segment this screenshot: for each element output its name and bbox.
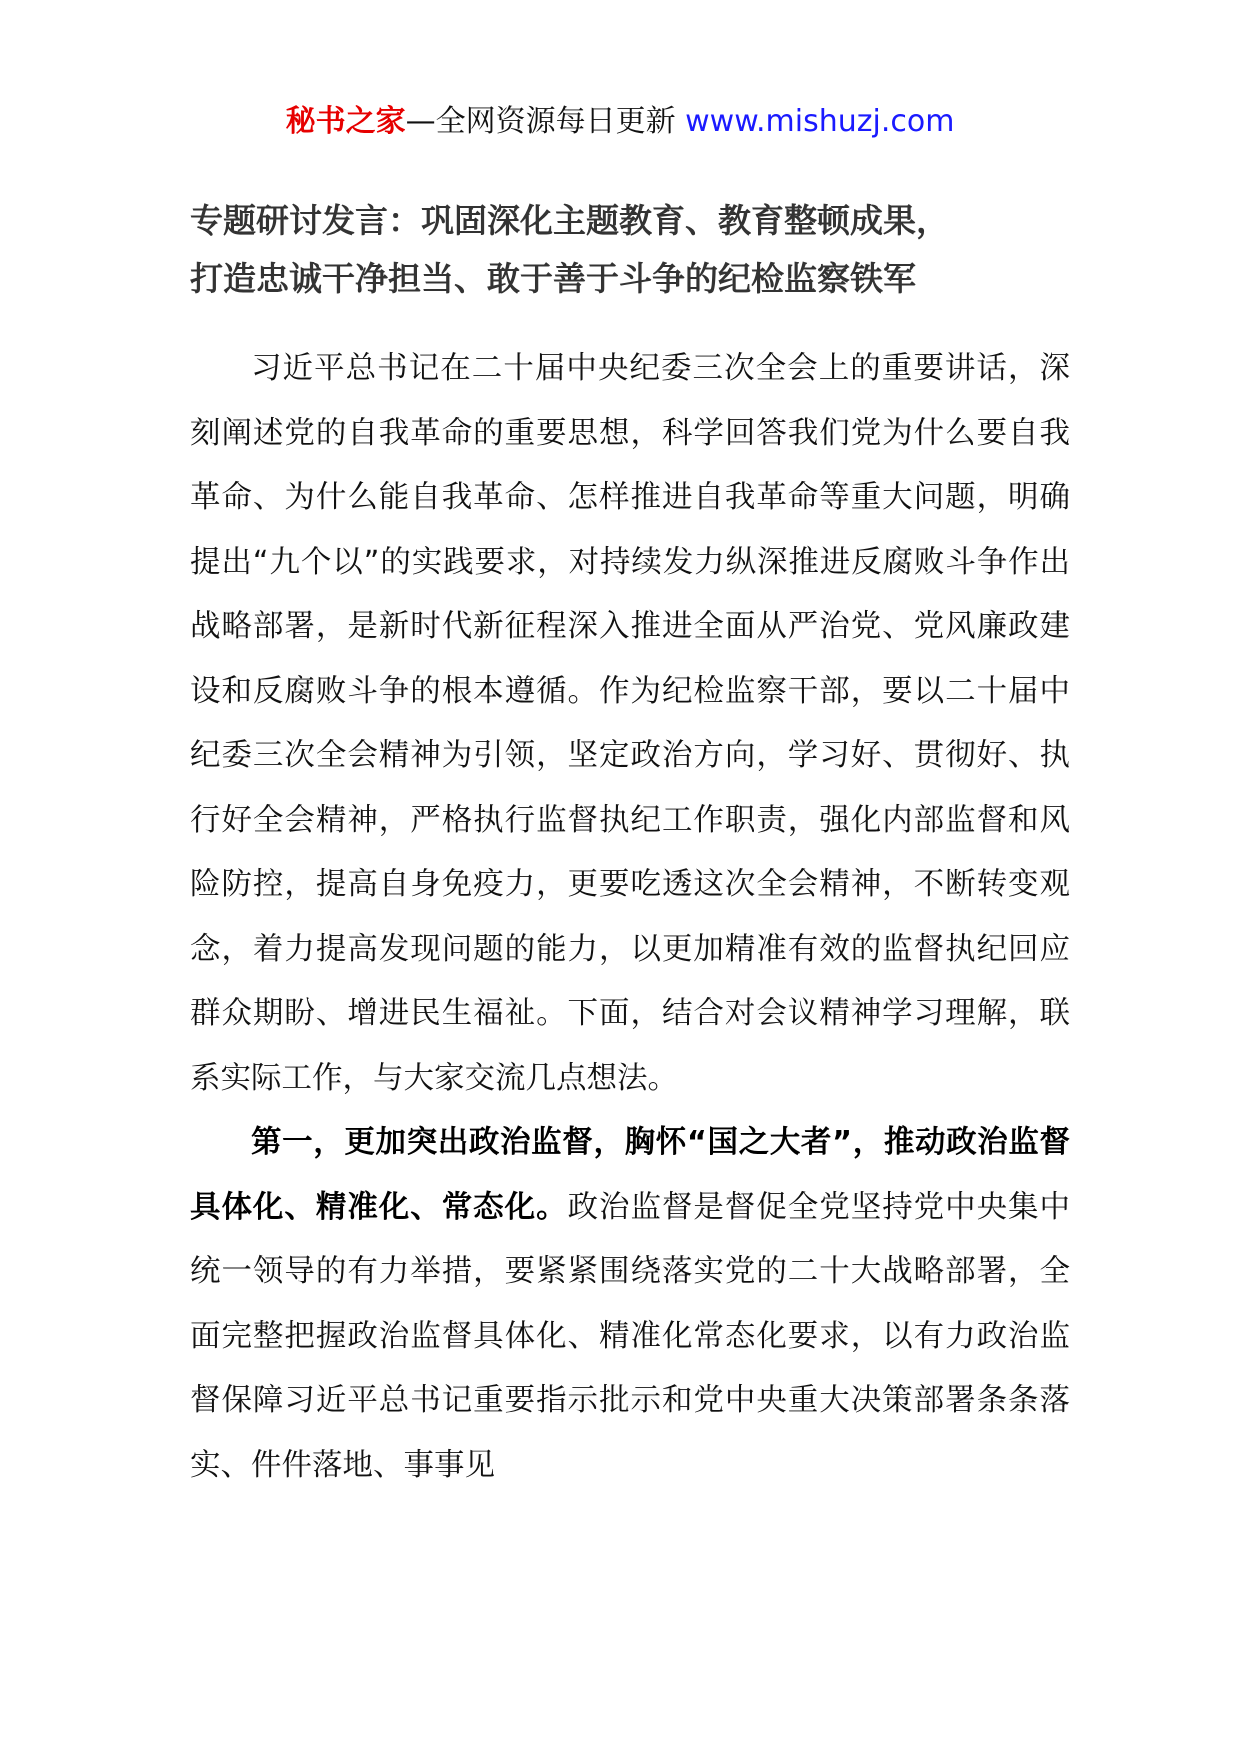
- brand-name: 秘书之家: [285, 104, 406, 139]
- paragraph-text: 政治监督是督促全党坚持党中央集中统一领导的有力举措，要紧紧围绕落实党的二十大战略部署，全面完整把握政治监督具体化、精准化常态化要求，以有力政治监督保障习近平总书记重要指示批示和党中央重大决策部署条条落实、件件落地、事事见: [190, 1189, 1071, 1483]
- document-title: [190, 192, 1070, 308]
- document-body: [190, 337, 1070, 1498]
- watermark-header: [0, 100, 1240, 144]
- header-tagline: —全网资源每日更新: [405, 104, 686, 139]
- paragraph-intro: 习近平总书记在二十届中央纪委三次全会上的重要讲话，深刻阐述党的自我革命的重要思想，科学回答我们党为什么要自我革命、为什么能自我革命、怎样推进自我革命等重大问题，明确提出“九个以”的实践要求，对持续发力纵深推进反腐败斗争作出战略部署，是新时代新征程深入推进全面从严治党、党风廉政建设和反腐败斗争的根本遵循。作为纪检监察干部，要以二十届中纪委三次全会精神为引领，坚定政治方向，学习好、贯彻好、执行好全会精神，严格执行监督执纪工作职责，强化内部监督和风险防控，提高自身免疫力，更要吃透这次全会精神，不断转变观念，着力提高发现问题的能力，以更加精准有效的监督执纪回应群众期盼、增进民生福祉。下面，结合对会议精神学习理解，联系实际工作，与大家交流几点想法。: [190, 351, 1070, 1096]
- title-line-2: 打造忠诚干净担当、敢于善于斗争的纪检监察铁军: [190, 259, 916, 298]
- paragraph-first-point: [190, 1111, 1070, 1498]
- paragraph-heading: 第一，更加突出政治监督，胸怀“国之大者”，推动政治监督具体化、精准化、常态化。: [190, 1125, 1070, 1225]
- site-url: www.mishuzj.com: [685, 104, 955, 139]
- title-line-1: 专题研讨发言：巩固深化主题教育、教育整顿成果，: [190, 201, 949, 240]
